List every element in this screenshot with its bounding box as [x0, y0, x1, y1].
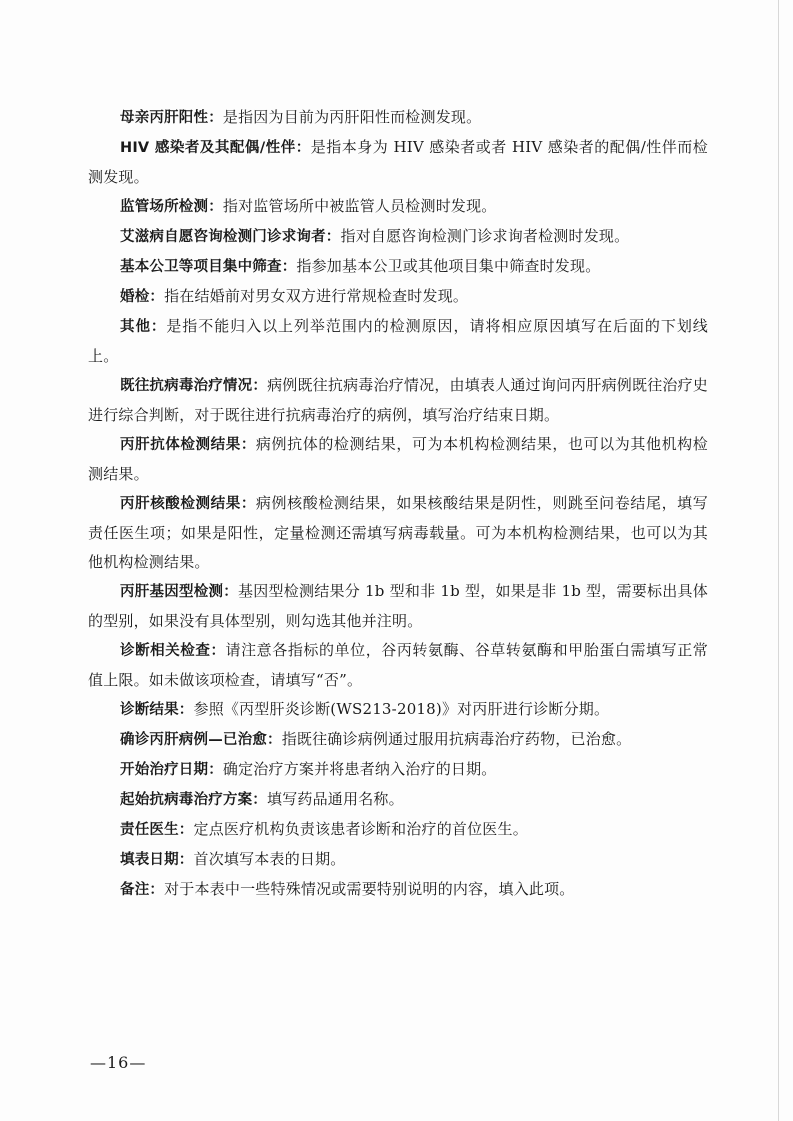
definition-term: 艾滋病自愿咨询检测门诊求询者：: [120, 229, 341, 245]
definition-entry: [88, 845, 708, 875]
definition-entry: [88, 695, 708, 725]
definition-term: 母亲丙肝阳性：: [120, 110, 223, 126]
definition-text: 指既往确诊病例通过服用抗病毒治疗药物，已治愈。: [281, 730, 632, 748]
definition-entry: [88, 252, 708, 282]
definition-text: 基因型检测结果分 1b 型和非 1b 型，如果是非 1b 型，需要标出具体的型别，如果没有具体型别，则勾选其他并注明。: [88, 582, 708, 630]
definition-entry: [88, 371, 708, 430]
definition-term: 确诊丙肝病例—已治愈：: [120, 732, 282, 748]
definition-term: 备注：: [120, 882, 165, 898]
definition-entry: [88, 489, 708, 577]
definition-term: 开始治疗日期：: [120, 762, 223, 778]
scan-edge-line: [778, 0, 779, 1121]
definition-text: 是指本身为 HIV 感染者或者 HIV 感染者的配偶/性伴而检测发现。: [88, 138, 708, 186]
definition-entry: [88, 815, 708, 845]
definition-text: 指参加基本公卫或其他项目集中筛查时发现。: [296, 257, 601, 275]
definition-term: 丙肝基因型检测：: [120, 584, 239, 600]
definition-term: HIV 感染者及其配偶/性伴：: [120, 140, 311, 156]
definition-term: 丙肝核酸检测结果：: [120, 496, 256, 512]
definition-term: 婚检：: [120, 289, 165, 305]
definition-entry: [88, 636, 708, 695]
definition-text: 对于本表中一些特殊情况或需要特别说明的内容，填入此项。: [164, 880, 575, 898]
definition-term: 既往抗病毒治疗情况：: [120, 378, 268, 394]
definition-term: 诊断相关检查：: [120, 643, 226, 659]
definition-entry: [88, 755, 708, 785]
definition-entry: [88, 577, 708, 636]
definition-term: 填表日期：: [120, 852, 194, 868]
definition-entry: [88, 282, 708, 312]
definition-entry: [88, 725, 708, 755]
definition-text: 确定治疗方案并将患者纳入治疗的日期。: [222, 760, 497, 778]
definition-entry: [88, 785, 708, 815]
definition-term: 丙肝抗体检测结果：: [120, 437, 256, 453]
definition-text: 指在结婚前对男女双方进行常规检查时发现。: [164, 287, 469, 305]
definition-term: 责任医生：: [120, 822, 194, 838]
definition-text: 病例抗体的检测结果，可为本机构检测结果，也可以为其他机构检测结果。: [88, 435, 708, 483]
definition-text: 指对监管场所中被监管人员检测时发现。: [222, 197, 497, 215]
definition-text: 病例核酸检测结果，如果核酸结果是阴性，则跳至问卷结尾，填写责任医生项；如果是阳性，定量检测还需填写病毒载量。可为本机构检测结果，也可以为其他机构检测结果。: [88, 494, 708, 571]
definition-text: 参照《丙型肝炎诊断(WS213-2018)》对丙肝进行诊断分期。: [193, 700, 610, 718]
definition-entry: [88, 222, 708, 252]
definition-text: 病例既往抗病毒治疗情况，由填表人通过询问丙肝病例既往治疗史进行综合判断，对于既往进行抗病毒治疗的病例，填写治疗结束日期。: [88, 376, 709, 424]
definition-term: 诊断结果：: [120, 702, 194, 718]
definition-entry: [88, 192, 708, 222]
definition-entry: [88, 312, 708, 371]
definition-term: 起始抗病毒治疗方案：: [120, 792, 267, 808]
definition-text: 是指不能归入以上列举范围内的检测原因，请将相应原因填写在后面的下划线上。: [88, 317, 708, 365]
page-number: —16—: [90, 1053, 147, 1072]
definitions-list: [88, 103, 708, 905]
definition-term: 基本公卫等项目集中筛查：: [120, 259, 297, 275]
definition-entry: [88, 875, 708, 905]
definition-term: 其他：: [120, 319, 167, 335]
definition-text: 填写药品通用名称。: [267, 790, 404, 808]
definition-text: 指对自愿咨询检测门诊求询者检测时发现。: [340, 227, 630, 245]
definition-entry: [88, 430, 708, 489]
definition-entry: [88, 133, 708, 192]
definition-term: 监管场所检测：: [120, 199, 223, 215]
definition-entry: [88, 103, 708, 133]
definition-text: 请注意各指标的单位，谷丙转氨酶、谷草转氨酶和甲胎蛋白需填写正常值上限。如未做该项检查，请填写“否”。: [88, 641, 708, 689]
definition-text: 是指因为目前为丙肝阳性而检测发现。: [222, 108, 482, 126]
definition-text: 定点医疗机构负责该患者诊断和治疗的首位医生。: [193, 820, 528, 838]
definition-text: 首次填写本表的日期。: [193, 850, 346, 868]
